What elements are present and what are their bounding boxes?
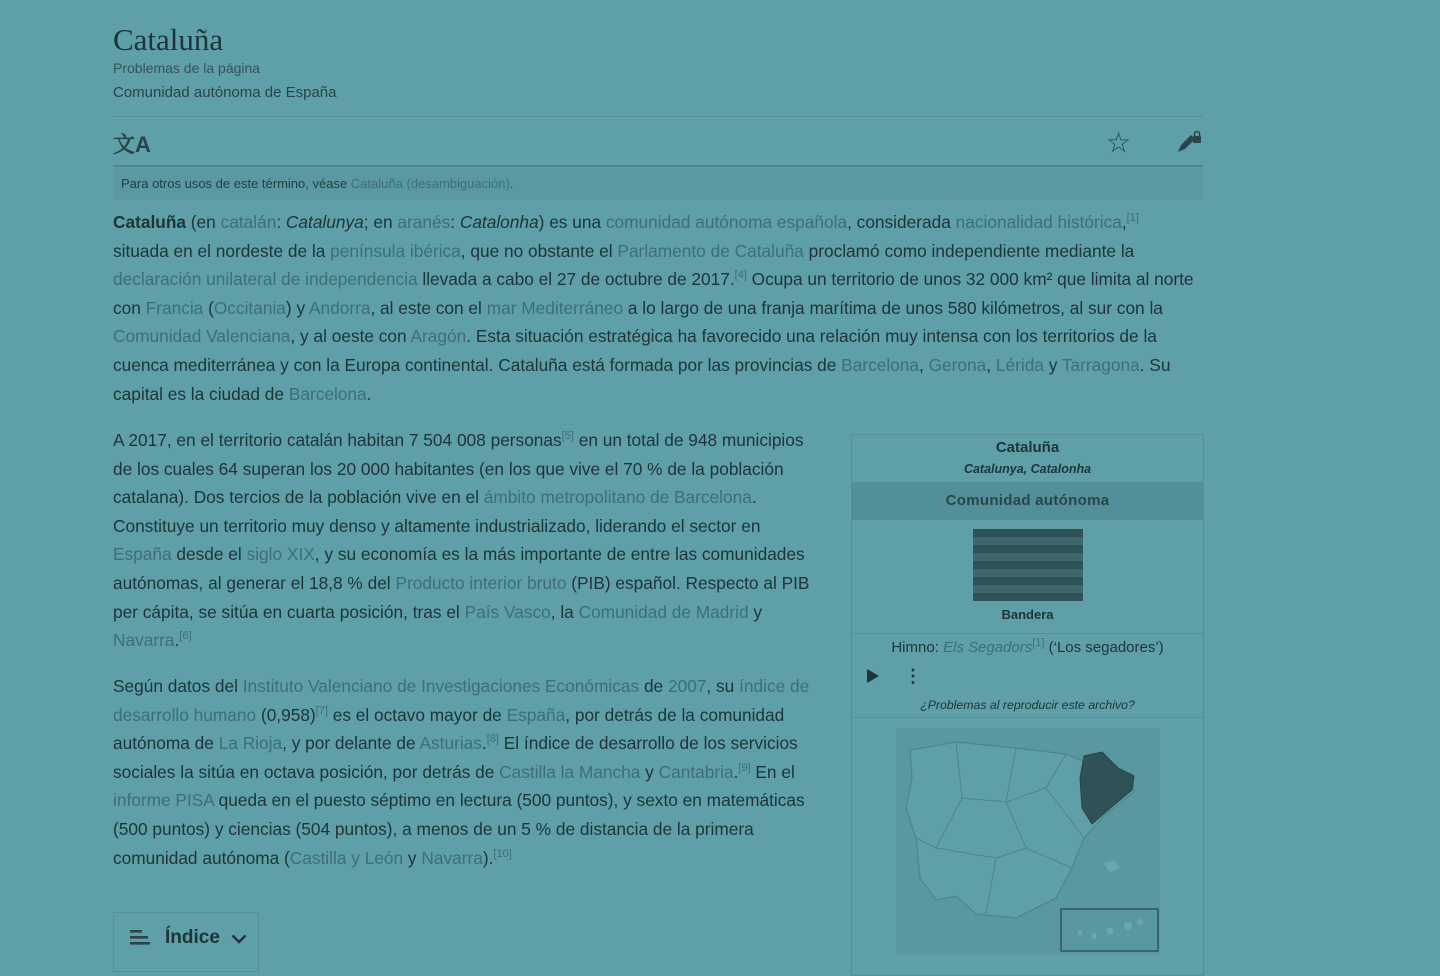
link-occitania[interactable]: Occitania	[213, 297, 286, 318]
link-aragon[interactable]: Aragón	[410, 326, 467, 347]
link-navarra[interactable]: Navarra	[113, 630, 175, 651]
more-options-icon[interactable]: ⋮	[904, 666, 922, 686]
link-barcelona-provincia[interactable]: Barcelona	[841, 354, 919, 375]
link-2007[interactable]: 2007	[667, 676, 707, 696]
toolbar-divider	[113, 165, 1203, 167]
link-nacionalidad-historica[interactable]: nacionalidad histórica	[955, 212, 1122, 232]
link-mediterraneo[interactable]: mar Mediterráneo	[486, 297, 624, 318]
link-barcelona-ciudad[interactable]: Barcelona	[288, 383, 367, 404]
link-pib[interactable]: Producto interior bruto	[395, 572, 567, 593]
link-espana-2[interactable]: España	[506, 704, 566, 725]
hatnote: Para otros usos de este término, véase Cataluña (desambiguación).	[113, 168, 1203, 200]
location-map[interactable]	[896, 728, 1160, 954]
play-icon[interactable]	[866, 668, 880, 689]
link-aranes[interactable]: aranés	[397, 212, 451, 232]
infobox-type: Comunidad autónoma	[852, 482, 1203, 520]
chevron-down-icon	[231, 931, 247, 949]
link-siglo-xix[interactable]: siglo XIX	[246, 544, 315, 565]
link-idh[interactable]: índice de desarrollo humano	[113, 676, 810, 725]
audio-help-link[interactable]: ¿Problemas al reproducir este archivo?	[920, 698, 1135, 712]
reference-link[interactable]: [9]	[738, 762, 751, 775]
link-comunidad-autonoma[interactable]: comunidad autónoma	[605, 212, 773, 232]
link-lerida[interactable]: Lérida	[995, 354, 1044, 375]
star-icon[interactable]: ☆	[1106, 127, 1132, 158]
link-andorra[interactable]: Andorra	[308, 297, 371, 318]
flag-image[interactable]	[973, 529, 1083, 601]
link-ambito-metropolitano[interactable]: ámbito metropolitano de Barcelona	[483, 487, 752, 508]
header-divider	[113, 116, 1203, 117]
link-ivie[interactable]: Instituto Valenciano de Investigaciones Económicas	[242, 676, 640, 696]
infobox-divider	[852, 717, 1203, 718]
link-francia[interactable]: Francia	[145, 297, 204, 318]
reference-link[interactable]: [8]	[486, 733, 499, 746]
flag-caption: Bandera	[1001, 607, 1054, 622]
reference-link[interactable]: [10]	[493, 847, 512, 860]
link-la-rioja[interactable]: La Rioja	[218, 733, 283, 754]
page-toolbar	[113, 120, 1203, 165]
link-castilla-y-leon[interactable]: Castilla y León	[289, 847, 404, 868]
link-catalan[interactable]: catalán	[220, 212, 277, 232]
infobox-divider	[852, 633, 1203, 634]
page-title: Cataluña	[113, 22, 224, 57]
link-gerona[interactable]: Gerona	[928, 354, 987, 375]
link-comunidad-madrid[interactable]: Comunidad de Madrid	[578, 601, 749, 622]
link-comunidad-valenciana[interactable]: Comunidad Valenciana	[113, 326, 291, 347]
reference-link[interactable]: [1]	[1032, 637, 1045, 649]
list-icon	[130, 929, 152, 954]
reference-link[interactable]: [7]	[315, 704, 328, 717]
toc-toggle[interactable]	[113, 912, 259, 972]
link-informe-pisa[interactable]: informe PISA	[113, 790, 214, 811]
reference-link[interactable]: [1]	[1126, 212, 1139, 225]
anthem-line: Himno: Els Segadors[1] (‘Los segadores’)	[891, 637, 1164, 656]
link-pais-vasco[interactable]: País Vasco	[464, 601, 551, 622]
link-espana[interactable]: España	[113, 544, 172, 565]
disambiguation-link[interactable]: Cataluña (desambiguación)	[350, 176, 510, 191]
infobox-title: Cataluña	[995, 439, 1060, 456]
translate-icon[interactable]: 文A	[113, 132, 151, 157]
anthem-link[interactable]: Els Segadors	[943, 639, 1033, 656]
intro-paragraph: Cataluña (en catalán: Catalunya; en aranés: Catalonha) es una comunidad autónoma española, considerada nacionalidad histórica,[1] situada en el nordeste de la península ibérica, que no obstante el Parlamento de Cataluña proclamó como independiente mediante la declaración unilateral de independencia llevada a cabo el 27 de octubre de 2017.[4] Ocupa un territorio de unos 32 000 km² que limita al norte con Francia (Occitania) y Andorra, al este con el mar Mediterráneo a lo largo de una franja marítima de unos 580 kilómetros, al sur con la Comunidad Valenciana, y al oeste con Aragón. Esta situación estratégica ha favorecido una relación muy intensa con los territorios de la cuenca mediterránea y con la Europa continental. Cataluña está formada por las provincias de Barcelona, Gerona, Lérida y Tarragona. Su capital es la ciudad de Barcelona.	[113, 212, 1194, 404]
page-issues-link[interactable]: Problemas de la página	[113, 60, 261, 76]
link-navarra-2[interactable]: Navarra	[421, 847, 483, 868]
edit-lock-icon[interactable]	[1175, 130, 1203, 161]
reference-link[interactable]: [4]	[734, 269, 747, 282]
development-paragraph: Según datos del Instituto Valenciano de Investigaciones Económicas de 2007, su índice de desarrollo humano (0,958)[7] es el octavo mayor de España, por detrás de la comunidad autónoma de La Rioja, y por delante de Asturias.[8] El índice de desarrollo de los servicios sociales la sitúa en octava posición, por detrás de Castilla la Mancha y Cantabria.[9] En el informe PISA queda en el puesto séptimo en lectura (500 puntos), y sexto en matemáticas (500 puntos) y ciencias (504 puntos), a menos de un 5 % de distancia de la primera comunidad autónoma (Castilla y León y Navarra).[10]	[113, 676, 810, 868]
link-cantabria[interactable]: Cantabria	[658, 761, 734, 782]
infobox-native-name: Catalunya, Catalonha	[963, 462, 1092, 476]
link-parlamento[interactable]: Parlamento de Cataluña	[617, 240, 804, 261]
population-paragraph: A 2017, en el territorio catalán habitan 7 504 008 personas[5] en un total de 948 municipios de los cuales 64 superan los 20 000 habitantes (en los que vive el 70 % de la población catalana). Dos tercios de la población vive en el ámbito metropolitano de Barcelona. Constituye un territorio muy denso y altamente industrializado, liderando el sector en España desde el siglo XIX, y su economía es la más importante de entre las comunidades autónomas, al generar el 18,8 % del Producto interior bruto (PIB) español. Respecto al PIB per cápita, se sitúa en cuarta posición, tras el País Vasco, la Comunidad de Madrid y Navarra.[6]	[113, 430, 810, 651]
link-peninsula-iberica[interactable]: península ibérica	[330, 240, 461, 261]
link-declaracion[interactable]: declaración unilateral de independencia	[113, 269, 418, 290]
page-subtitle: Comunidad autónoma de España	[113, 84, 337, 101]
toc-label: Índice	[165, 927, 220, 948]
link-tarragona[interactable]: Tarragona	[1061, 354, 1140, 375]
link-espanola[interactable]: española	[776, 212, 848, 232]
link-castilla-la-mancha[interactable]: Castilla la Mancha	[499, 761, 641, 782]
reference-link[interactable]: [5]	[561, 430, 574, 443]
link-asturias[interactable]: Asturias	[419, 733, 482, 754]
infobox	[851, 434, 1204, 976]
reference-link[interactable]: [6]	[179, 630, 192, 643]
